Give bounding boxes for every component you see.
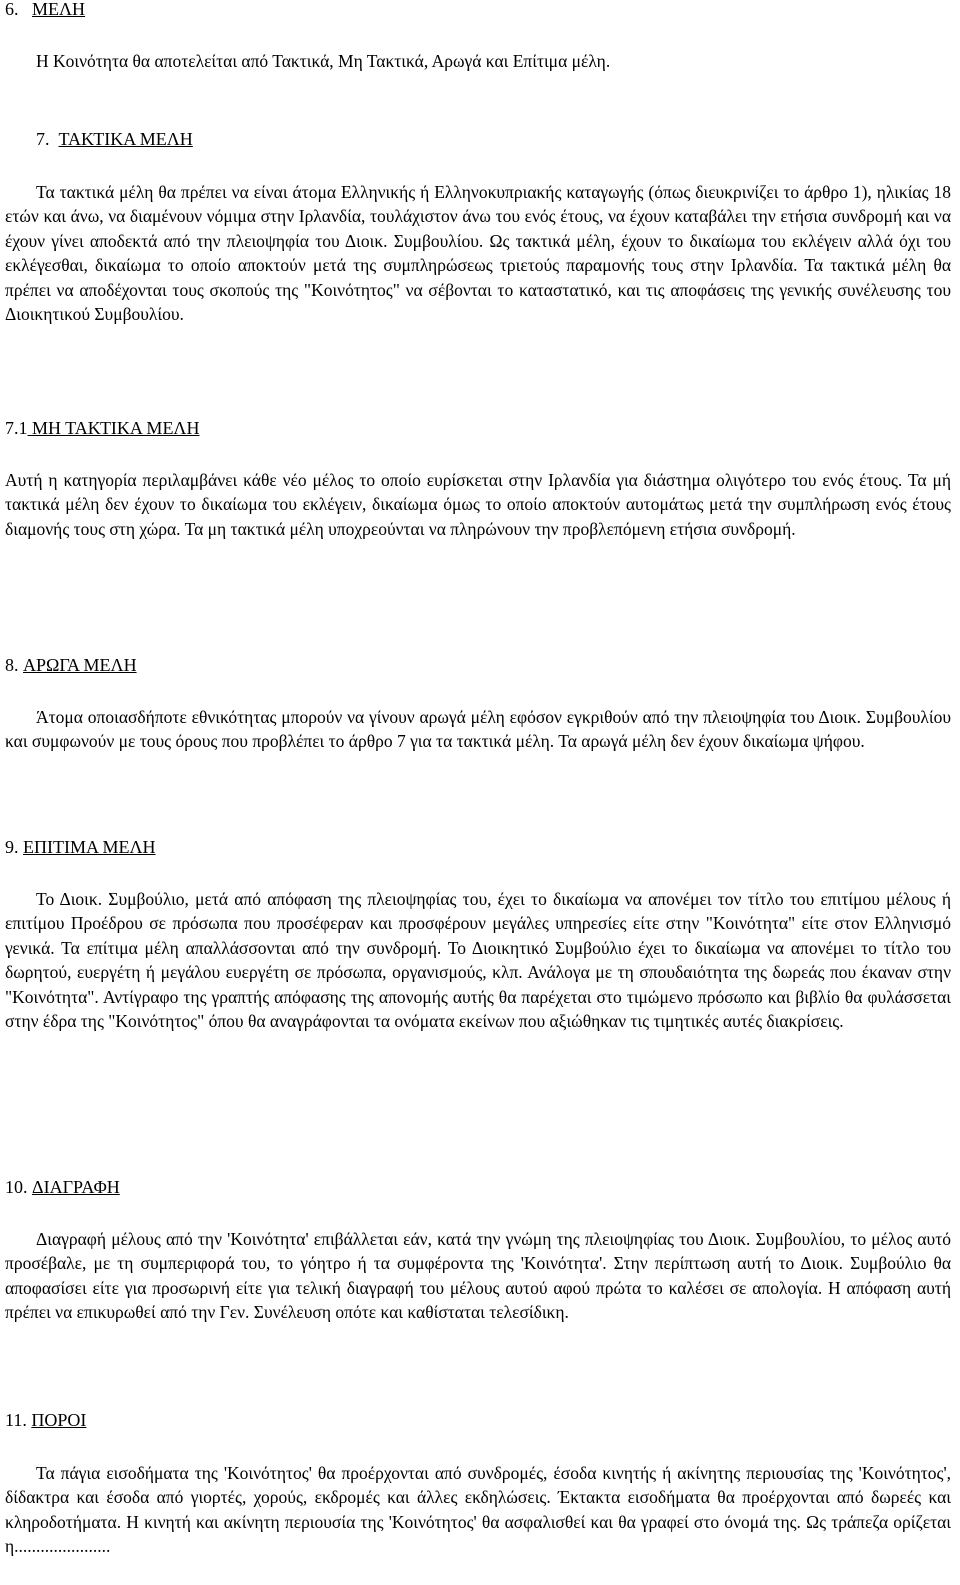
- section-6-heading: [5, 0, 85, 20]
- section-11-number: 11.: [5, 1410, 27, 1430]
- section-7-1-paragraph: [5, 468, 951, 541]
- section-6-text: Η Κοινότητα θα αποτελείται από Τακτικά, Μη Τακτικά, Αρωγά και Επίτιμα μέλη.: [36, 51, 611, 71]
- section-10-heading: [5, 1176, 120, 1198]
- section-6-number: 6.: [5, 0, 19, 19]
- section-10-number: 10.: [5, 1177, 28, 1197]
- section-10-text: Διαγραφή μέλους από την 'Κοινότητα' επιβάλλεται εάν, κατά την γνώμη της πλειοψηφίας του Διοικ. Συμβουλίου, το μέλος αυτό προσέβαλε, με τη συμπεριφορά του, το γόητρο ή τα συμφέροντα της 'Κοινότητα'. Στην περίπτωση αυτή το Διοικ. Συμβούλιο θα αποφασίσει είτε για προσωρινή είτε για τελική διαγραφή του μέλους αυτού αφού πρώτα το καλέσει σε απολογία. Η απόφαση αυτή πρέπει να επικυρωθεί από την Γεν. Συνέλευση οπότε και καθίσταται τελεσίδικη.: [5, 1229, 951, 1323]
- section-8-text: Άτομα οποιασδήποτε εθνικότητας μπορούν να γίνουν αρωγά μέλη εφόσον εγκριθούν από την πλειοψηφία του Διοικ. Συμβουλίου και συμφωνούν με τους όρους που προβλέπει το άρθρο 7 για τα τακτικά μέλη. Τα αρωγά μέλη δεν έχουν δικαίωμα ψήφου.: [5, 707, 951, 752]
- section-11-title: ΠΟΡΟΙ: [31, 1410, 87, 1430]
- section-9-text: Το Διοικ. Συμβούλιο, μετά από απόφαση της πλειοψηφίας του, έχει το δικαίωμα να απονέμει τον τίτλο του επιτίμου μέλους ή επιτίμου Προέδρου σε πρόσωπα που προσέφεραν και προσφέρουν μεγάλες υπηρεσίες είτε στην "Κοινότητα" είτε στον Ελληνισμό γενικά. Τα επίτιμα μέλη απαλλάσσονται από την συνδρομή. Το Διοικητικό Συμβούλιο έχει το δικαίωμα να απονέμει το τίτλο του δωρητού, ευεργέτη ή μεγάλου ευεργέτη σε πρόσωπα, οργανισμούς, κλπ. Ανάλογα με τη σπουδαιότητα της δωρεάς που έκαναν στην "Κοινότητα". Αντίγραφο της γραπτής απόφασης της απονομής αυτής θα παρέχεται στο τιμώμενο πρόσωπο και βιβλίο θα φυλάσσεται στην έδρα της "Κοινότητος" όπου θα αναγράφονται τα ονόματα εκείνων που αξιώθηκαν τις τιμητικές αυτές διακρίσεις.: [5, 889, 951, 1032]
- section-8-title: ΑΡΩΓΑ ΜΕΛΗ: [23, 655, 137, 675]
- section-7-1-text: Αυτή η κατηγορία περιλαμβάνει κάθε νέο μέλος το οποίο ευρίσκεται στην Ιρλανδία για διάστημα ολιγότερο του ενός έτους. Τα μή τακτικά μέλη δεν έχουν το δικαίωμα του εκλέγειν, δικαίωμα όμως το οποίο αποκτούν αυτομάτως μετά την συμπλήρωση ενός έτους διαμονής τους στη χώρα. Τα μη τακτικά μέλη υποχρεούνται να πληρώνουν την προβλεπόμενη ετήσια συνδρομή.: [5, 470, 951, 539]
- section-7-1-number: 7.1: [5, 418, 28, 438]
- section-7-text: Τα τακτικά μέλη θα πρέπει να είναι άτομα Ελληνικής ή Ελληνοκυπριακής καταγωγής (όπως διευκρινίζει το άρθρο 1), ηλικίας 18 ετών και άνω, να διαμένουν νόμιμα στην Ιρλανδία, τουλάχιστον άνω του ενός έτους, να έχουν καταβάλει την ετήσια συνδρομή και να έχουν γίνει αποδεκτά από την πλειοψηφία του Διοικ. Συμβουλίου. Ως τακτικά μέλη, έχουν το δικαίωμα του εκλέγειν αλλά όχι του εκλέγεσθαι, δικαίωμα το οποίο αποκτούν μετά της συμπληρώσεως τριετούς παραμονής τους στην Ιρλανδία. Τα τακτικά μέλη θα πρέπει να αποδέχονται τους σκοπούς της "Κοινότητος" να σέβονται το καταστατικό, και τις αποφάσεις της γενικής συνέλευσης του Διοικητικού Συμβουλίου.: [5, 182, 951, 325]
- section-9-paragraph: [5, 887, 951, 1033]
- section-10-title: ΔΙΑΓΡΑΦΗ: [32, 1177, 120, 1197]
- section-7-title: ΤΑΚΤΙΚΑ ΜΕΛΗ: [58, 129, 193, 149]
- section-7-1-heading: [5, 417, 199, 439]
- section-8-paragraph: [5, 705, 951, 754]
- section-11-text: Τα πάγια εισοδήματα της 'Κοινότητος' θα προέρχονται από συνδρομές, έσοδα κινητής ή ακίνητης περιουσίας της 'Κοινότητος', δίδακτρα και έσοδα από γιορτές, χορούς, εκδρομές και άλλες εκδηλώσεις. Έκτακτα εισοδήματα θα προέρχονται από δωρεές και κληροδοτήματα. Η κινητή και ακίνητη περιουσία της 'Κοινότητος' θα ασφαλισθεί και θα γραφεί στο όνομά της. Ως τράπεζα ορίζεται η......................: [5, 1463, 951, 1557]
- section-8-number: 8.: [5, 655, 19, 675]
- section-10-paragraph: [5, 1227, 951, 1325]
- section-6-title: ΜΕΛΗ: [32, 0, 86, 19]
- section-7-1-title: ΜΗ ΤΑΚΤΙΚΑ ΜΕΛΗ: [27, 418, 200, 438]
- section-9-number: 9.: [5, 837, 19, 857]
- section-9-title: ΕΠΙΤΙΜΑ ΜΕΛΗ: [23, 837, 156, 857]
- section-7-paragraph: [5, 180, 951, 326]
- section-11-paragraph: [5, 1461, 951, 1559]
- section-9-heading: [5, 836, 156, 858]
- section-7-heading: [36, 128, 193, 150]
- section-11-heading: [5, 1409, 86, 1431]
- section-8-heading: [5, 654, 137, 676]
- section-7-number: 7.: [36, 129, 50, 149]
